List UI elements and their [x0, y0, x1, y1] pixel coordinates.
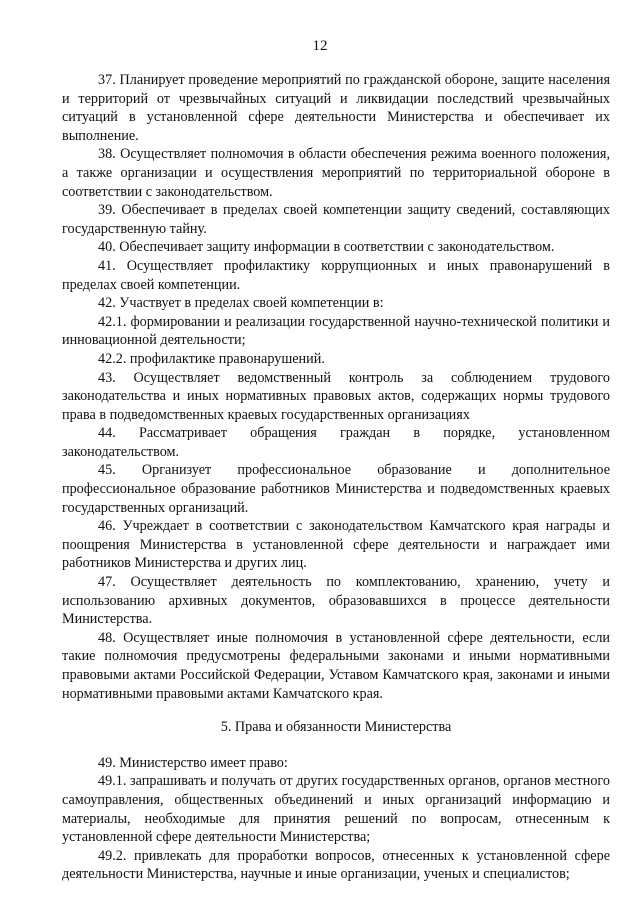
- paragraph-47: 47. Осуществляет деятельность по комплектованию, хранению, учету и использованию архивных документов, образовавшихся в процессе деятельности Министерства.: [62, 574, 610, 628]
- paragraph-49-1: 49.1. запрашивать и получать от других государственных органов, органов местного самоуправления, общественных объединений и иных организаций информацию и материалы, необходимые для принятия решений по вопросам, отнесенным к установленной сфере деятельности Министерства;: [62, 773, 610, 846]
- section-heading: 5. Права и обязанности Министерства: [220, 719, 452, 736]
- paragraph-48: 48. Осуществляет иные полномочия в установленной сфере деятельности, если такие полномочия предусмотрены федеральными законами и иными нормативными правовыми актами Российской Федерации, Уставом Камчатского края, законами и иными нормативными правовыми актами Камчатского края.: [62, 629, 610, 702]
- paragraph-39: 39. Обеспечивает в пределах своей компетенции защиту сведений, составляющих государственную тайну.: [62, 202, 610, 237]
- paragraph-44: 44. Рассматривает обращения граждан в порядке, установленном законодательством.: [62, 425, 610, 460]
- paragraph-42-1: 42.1. формировании и реализации государственной научно-технической политики и инновационной деятельности;: [62, 313, 610, 349]
- paragraph-46: 46. Учреждает в соответствии с законодательством Камчатского края награды и поощрения Министерства в установленной сфере деятельности и награждает ими работников Министерства и других лиц.: [62, 518, 610, 572]
- paragraph-45: 45. Организует профессиональное образование и дополнительное профессиональное образование работников Министерства и подведомственных краевых государственных организаций.: [62, 462, 610, 516]
- paragraph-49: 49. Министерство имеет право:: [98, 754, 288, 771]
- paragraph-49-2: 49.2. привлекать для проработки вопросов, отнесенных к установленной сфере деятельности Министерства, научные и иные организации, ученых и специалистов;: [62, 847, 610, 883]
- paragraph-42: 42. Участвует в пределах своей компетенции в:: [98, 295, 384, 312]
- paragraph-40: 40. Обеспечивает защиту информации в соответствии с законодательством.: [98, 239, 555, 256]
- page-number: 12: [312, 38, 328, 54]
- paragraph-41: 41. Осуществляет профилактику коррупционных и иных правонарушений в пределах своей компетенции.: [62, 257, 610, 293]
- paragraph-37: 37. Планирует проведение мероприятий по гражданской обороне, защите населения и территорий от чрезвычайных ситуаций и ликвидации последствий чрезвычайных ситуаций в установленной сфере деятельности Министерства и обеспечивает их выполнение.: [62, 72, 610, 144]
- paragraph-38: 38. Осуществляет полномочия в области обеспечения режима военного положения, а также организации и осуществления мероприятий по территориальной обороне в соответствии с законодательством.: [62, 146, 610, 200]
- paragraph-43: 43. Осуществляет ведомственный контроль за соблюдением трудового законодательства и иных нормативных правовых актов, содержащих нормы трудового права в подведомственных краевых государственных организациях: [62, 369, 610, 423]
- document-body: [62, 71, 610, 884]
- paragraph-42-2: 42.2. профилактике правонарушений.: [98, 350, 325, 367]
